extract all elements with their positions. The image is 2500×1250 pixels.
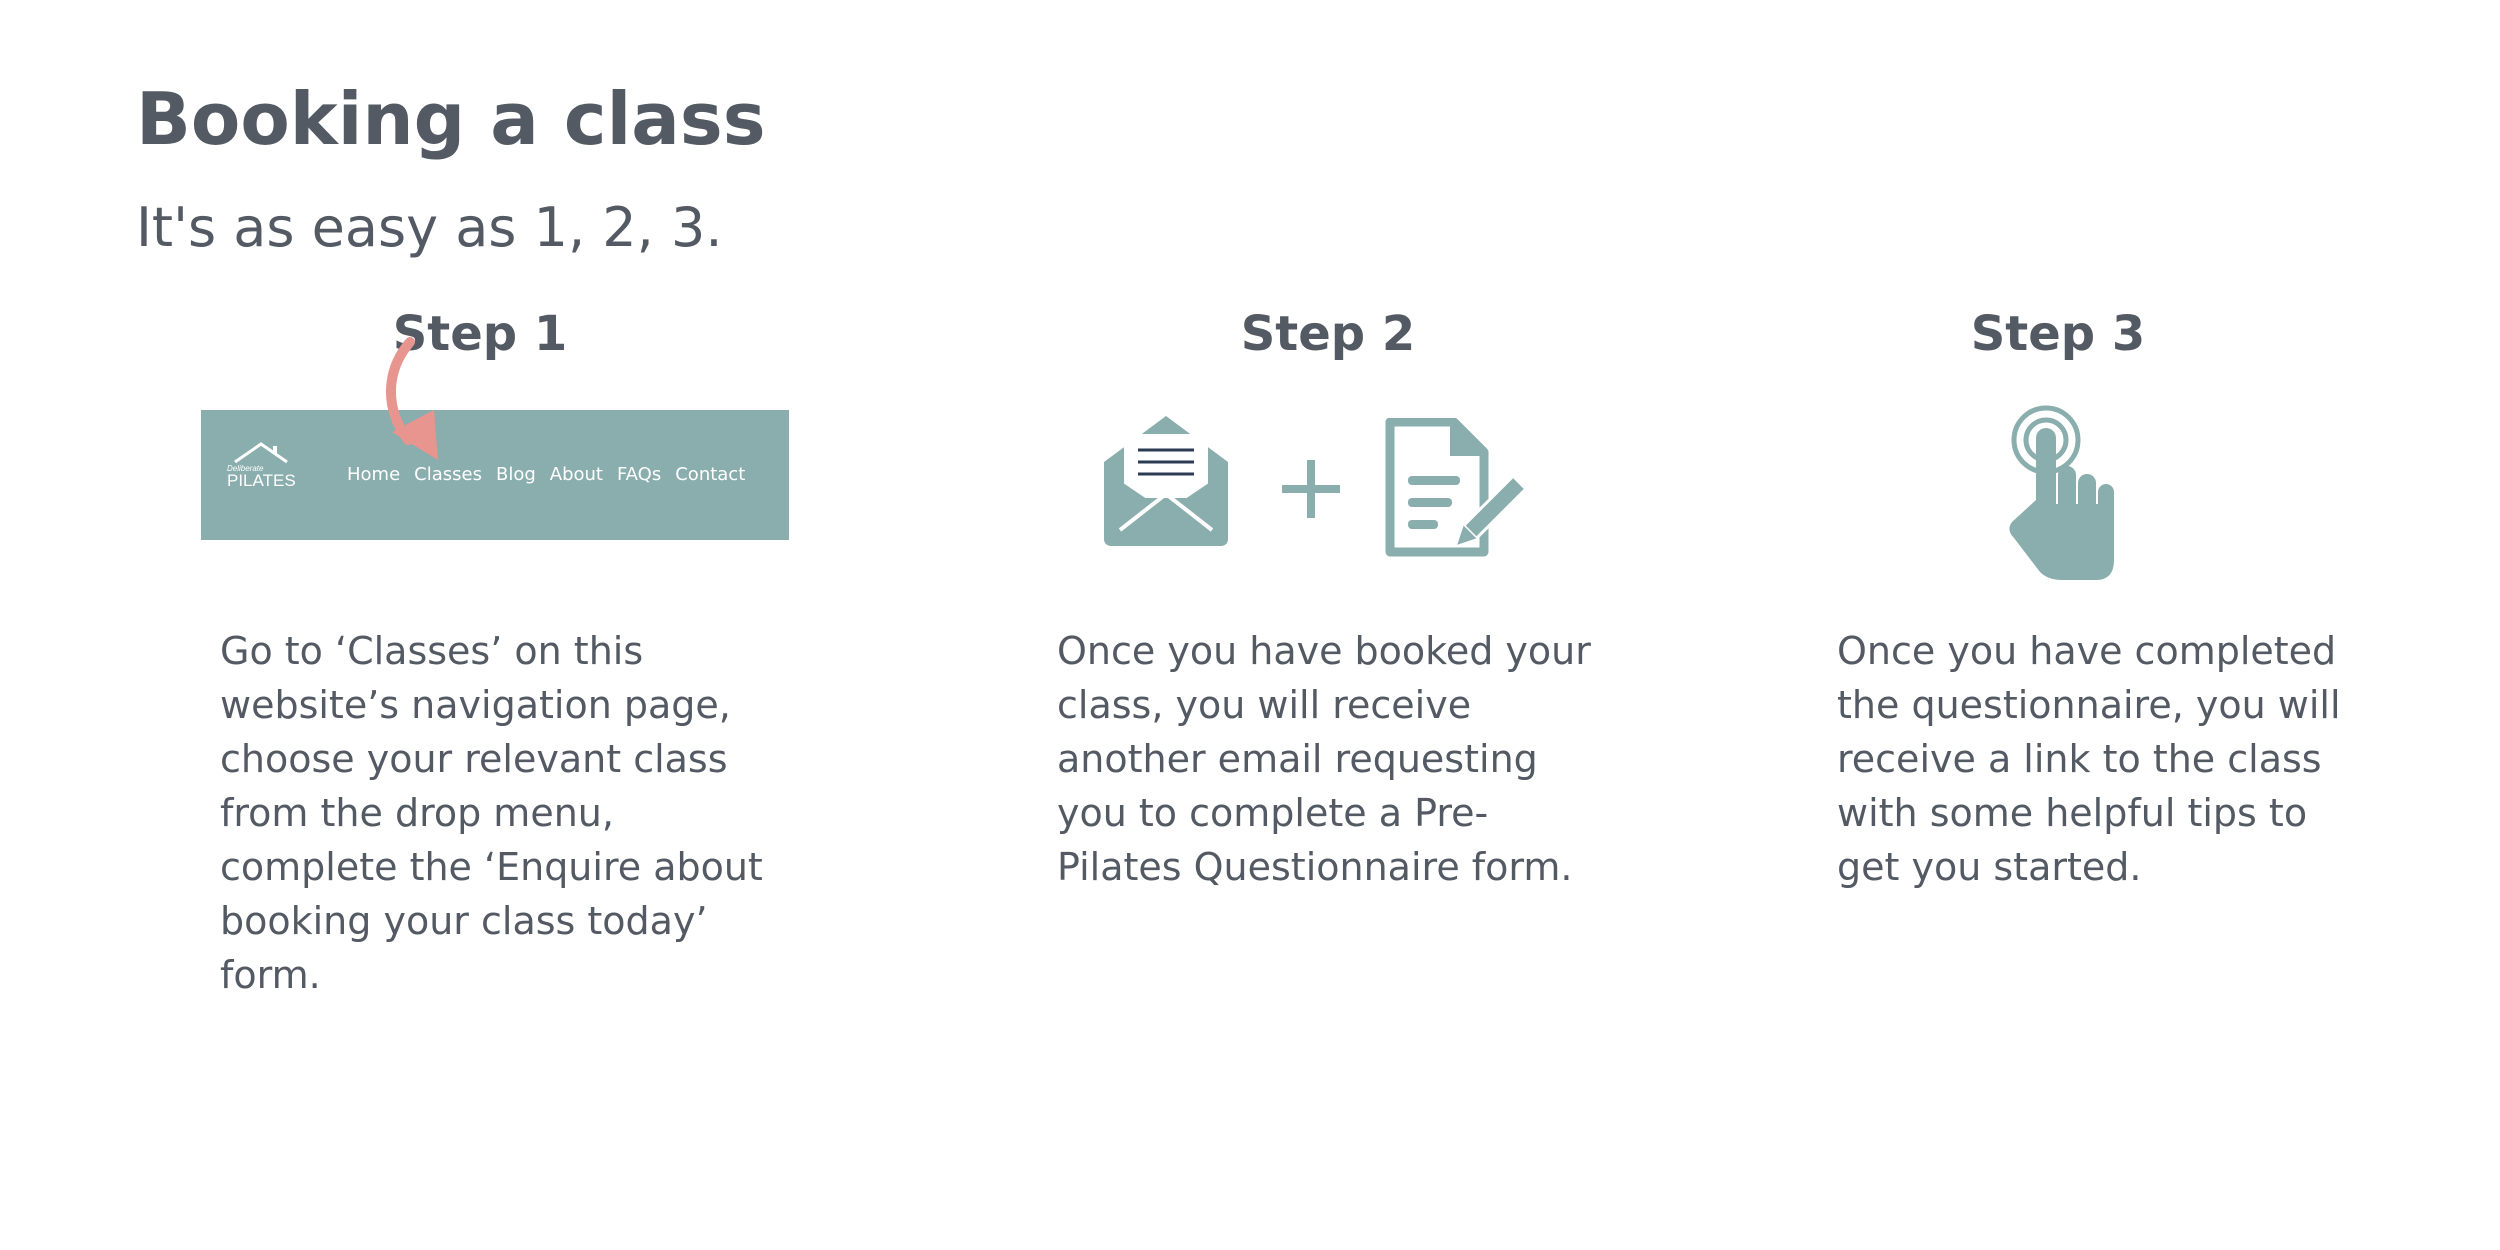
step-3-line: Once you have completed: [1837, 629, 2337, 673]
nav-links: [347, 464, 745, 485]
plus-icon: [1280, 458, 1342, 520]
step-2-line: Pilates Questionnaire form.: [1057, 845, 1573, 889]
pilates-logo: [225, 440, 295, 510]
step-3-line: receive a link to the class: [1837, 737, 2322, 781]
step-1-line: booking your class today’: [220, 899, 708, 943]
website-navbar-illustration: [201, 410, 789, 540]
step-3-heading: Step 3: [1970, 306, 2146, 362]
step-1-line: from the drop menu,: [220, 791, 614, 835]
nav-link-contact[interactable]: Contact: [675, 464, 746, 485]
logo-big-text: PILATES: [227, 471, 296, 490]
logo-small-text: Deliberate: [227, 464, 264, 473]
step-1-line: complete the ‘Enquire about: [220, 845, 763, 889]
step-3-line: the questionnaire, you will: [1837, 683, 2341, 727]
step-1-text: [220, 624, 763, 1002]
nav-link-home[interactable]: Home: [347, 464, 401, 485]
envelope-icon: [1100, 410, 1232, 550]
step-3-line: get you started.: [1837, 845, 2142, 889]
step-1-line: form.: [220, 953, 321, 997]
tap-hand-icon: [2000, 404, 2120, 584]
house-roof-icon: [231, 440, 291, 466]
step-1-line: website’s navigation page,: [220, 683, 731, 727]
step-2-text: [1057, 624, 1591, 894]
step-1-line: choose your relevant class: [220, 737, 728, 781]
curved-arrow-icon: [372, 336, 462, 466]
nav-link-classes[interactable]: Classes: [414, 464, 482, 485]
nav-link-about[interactable]: About: [549, 464, 603, 485]
step-2-line: another email requesting: [1057, 737, 1538, 781]
page-title: Booking a class: [136, 77, 766, 161]
step-2-line: class, you will receive: [1057, 683, 1472, 727]
step-3-text: [1837, 624, 2341, 894]
step-3-line: with some helpful tips to: [1837, 791, 2308, 835]
step-2-line: you to complete a Pre-: [1057, 791, 1489, 835]
nav-link-blog[interactable]: Blog: [495, 464, 536, 485]
page-subtitle: It's as easy as 1, 2, 3.: [136, 196, 723, 259]
step-1-line: Go to ‘Classes’ on this: [220, 629, 644, 673]
step-2-line: Once you have booked your: [1057, 629, 1591, 673]
document-edit-icon: [1384, 418, 1530, 558]
nav-link-faqs[interactable]: FAQs: [616, 464, 662, 485]
step-2-heading: Step 2: [1240, 306, 1416, 362]
step-1-heading: Step 1: [392, 306, 568, 362]
